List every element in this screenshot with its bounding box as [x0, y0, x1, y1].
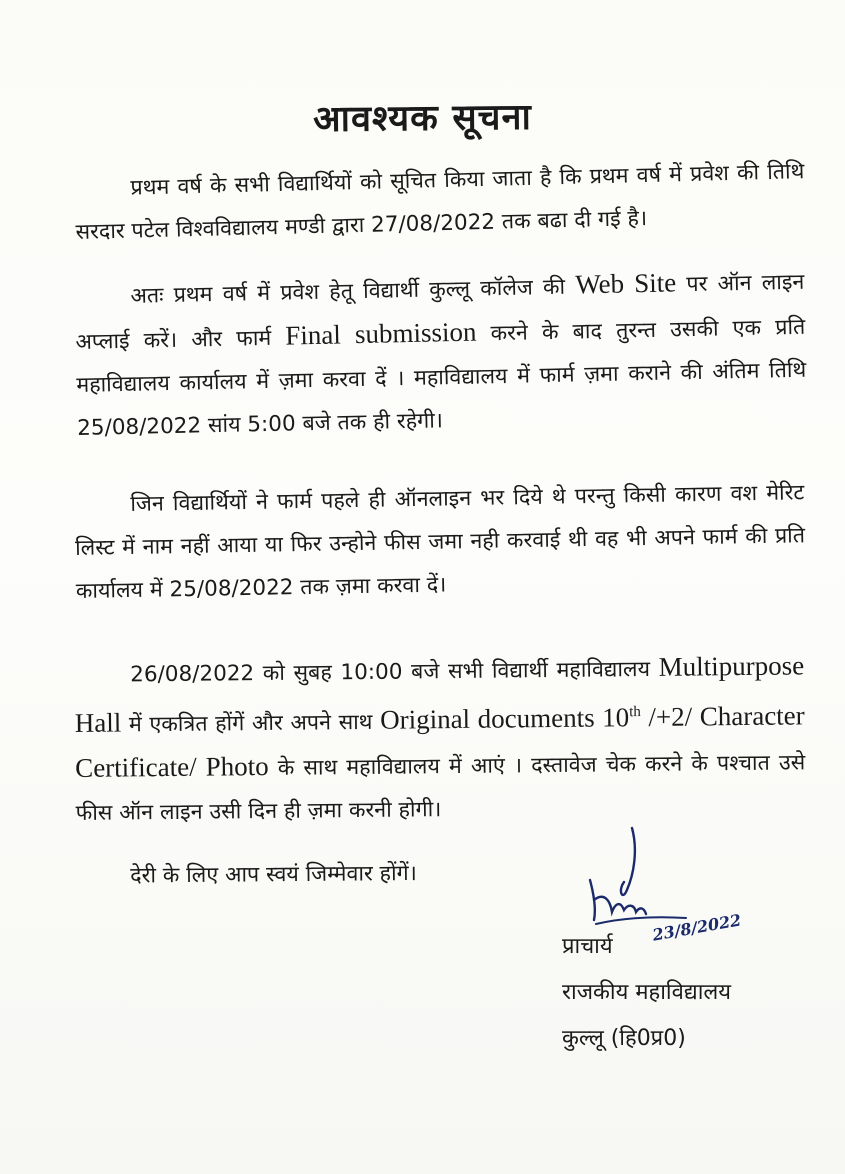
- paragraph-admission-date-extension: [74, 150, 806, 254]
- tenth-superscript: th: [629, 704, 641, 721]
- multipurpose-hall-term: Multipurpose Hall: [74, 650, 805, 738]
- paragraph-4-text-a: 26/08/2022 को सुबह 10:00 बजे सभी विद्यार्थी महाविद्यालय: [130, 656, 651, 688]
- original-documents-text: Original documents 10: [379, 702, 630, 735]
- certificates-list-text: /+2/ Character Certificate/ Photo: [75, 700, 805, 783]
- paragraph-online-application: [74, 259, 808, 450]
- paragraph-4-text-f: के साथ महाविद्यालय में आएं । दस्तावेज चेक करने के पश्चात उसे फीस ऑन लाइन उसी दिन ही ज़मा करनी होगी।: [75, 750, 806, 826]
- signatory-location: कुल्लू (हि0प्र0): [562, 1026, 686, 1051]
- paragraph-5-text: देरी के लिए आप स्वयं जिम्मेवार होंगें।: [130, 861, 417, 889]
- web-site-term: Web Site: [574, 267, 677, 300]
- signature-date: 23/8/2022: [651, 910, 743, 945]
- final-submission-term: Final submission: [285, 316, 477, 351]
- paragraph-merit-list-students: [74, 471, 806, 613]
- signatory-designation: प्राचार्य: [562, 934, 613, 959]
- signatory-block: [562, 924, 731, 1062]
- paragraph-2-text-e: करने के बाद तुरन्त उसकी एक प्रति महाविद्यालय कार्यालय में ज़मा करवा दें । महाविद्यालय में फार्म ज़मा कराने की अंतिम तिथि 25/08/2022 सांय 5:00 बजे तक ही रहेगी।: [76, 314, 807, 441]
- paragraph-document-verification: [74, 644, 806, 835]
- signatory-institution: राजकीय महाविद्यालय: [562, 980, 732, 1005]
- paragraph-1-text: प्रथम वर्ष के सभी विद्यार्थियों को सूचित किया जाता है कि प्रथम वर्ष में प्रवेश की तिथि सरदार पटेल विश्वविद्यालय मण्डी द्वारा 27/08/2022 तक बढा दी गई है।: [75, 159, 805, 245]
- paragraph-4-text-c: में एकत्रित होंगें और अपने साथ: [128, 709, 373, 738]
- paragraph-2-text-c: पर ऑन लाइन अप्लाई करें। और फार्म: [75, 269, 805, 355]
- paragraph-3-text: जिन विद्यार्थियों ने फार्म पहले ही ऑनलाइन भर दिये थे परन्तु किसी कारण वश मेरिट लिस्ट में नाम नहीं आया या फिर उन्होने फीस जमा नही करवाई थी वह भी अपने फार्म की प्रति कार्यालय में 25/08/2022 तक ज़मा करवा दें।: [74, 480, 806, 604]
- notice-title: आवश्यक सूचना: [312, 96, 533, 141]
- paragraph-2-text-a: अतः प्रथम वर्ष में प्रवेश हेतू विद्यार्थी कुल्लू कॉलेज की: [130, 274, 566, 309]
